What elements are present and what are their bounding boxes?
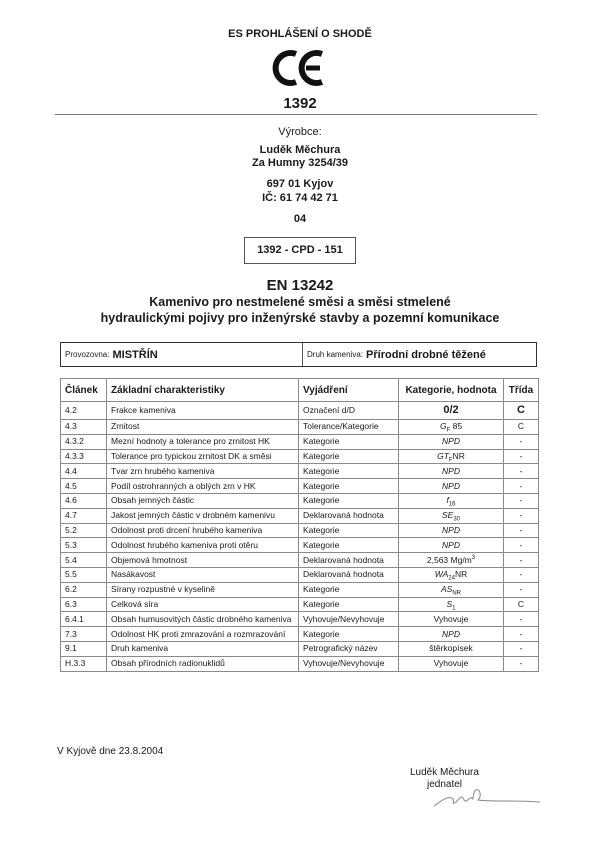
value-subscript: NR — [452, 590, 461, 597]
cell-expression: Kategorie — [299, 479, 399, 494]
cell-expression: Kategorie — [299, 627, 399, 642]
cell-expression: Kategorie — [299, 449, 399, 464]
cell-characteristic: Celková síra — [107, 597, 299, 612]
cell-class: - — [504, 582, 539, 597]
table-row — [61, 434, 539, 449]
cell-class: - — [504, 479, 539, 494]
cell-expression: Tolerance/Kategorie — [299, 420, 399, 435]
cell-class: C — [504, 597, 539, 612]
header-class: Třída — [504, 379, 539, 402]
manufacturer-name: Luděk Měchura — [259, 144, 341, 156]
cell-characteristic: Zrnitost — [107, 420, 299, 435]
table-row — [61, 553, 539, 568]
cell-clause: 4.6 — [61, 493, 107, 508]
table-row — [61, 479, 539, 494]
value-superscript: 3 — [471, 554, 476, 561]
signatory-name: Luděk Měchura — [410, 767, 479, 778]
table-row — [61, 656, 539, 671]
cell-class: - — [504, 627, 539, 642]
standard-title-line1: Kamenivo pro nestmelené směsi a směsi stmelené — [149, 295, 451, 309]
table-row — [61, 464, 539, 479]
cell-value: Vyhovuje — [399, 612, 504, 627]
header-expression: Vyjádření — [299, 379, 399, 402]
place-and-date: V Kyjově dne 23.8.2004 — [57, 746, 164, 757]
table-row — [61, 420, 539, 435]
cell-value: NPD — [399, 627, 504, 642]
cell-expression: Vyhovuje/Nevyhovuje — [299, 612, 399, 627]
cell-expression: Kategorie — [299, 523, 399, 538]
table-row — [61, 567, 539, 582]
cell-class: - — [504, 612, 539, 627]
value-rest: NR — [452, 450, 465, 461]
cell-expression: Kategorie — [299, 538, 399, 553]
cell-clause: 5.5 — [61, 567, 107, 582]
cell-value: Vyhovuje — [399, 656, 504, 671]
cell-characteristic: Jakost jemných částic v drobném kamenivu — [107, 508, 299, 523]
value-subscript: 30 — [453, 516, 461, 523]
characteristics-table — [60, 378, 539, 672]
cell-class: - — [504, 434, 539, 449]
value-subscript: 1 — [452, 605, 456, 612]
cell-class: - — [504, 641, 539, 656]
cell-clause: 5.3 — [61, 538, 107, 553]
table-row — [61, 627, 539, 642]
cell-class: - — [504, 567, 539, 582]
header-divider — [55, 114, 537, 115]
table-row — [61, 641, 539, 656]
value-subscript: 16 — [448, 502, 456, 509]
value-main: S — [446, 598, 453, 609]
cell-value — [399, 597, 504, 612]
cell-characteristic: Mezní hodnoty a tolerance pro zrnitost HK — [107, 434, 299, 449]
value-main: GT — [437, 450, 449, 461]
table-row — [61, 449, 539, 464]
cell-characteristic: Objemová hmotnost — [107, 553, 299, 568]
cell-clause: H.3.3 — [61, 656, 107, 671]
cell-clause: 4.5 — [61, 479, 107, 494]
cell-class: - — [504, 656, 539, 671]
header-value: Kategorie, hodnota — [399, 379, 504, 402]
cell-clause: 9.1 — [61, 641, 107, 656]
site-label: Provozovna: — [65, 350, 110, 359]
cell-characteristic: Tolerance pro typickou zrnitost DK a směsi — [107, 449, 299, 464]
cell-clause: 5.4 — [61, 553, 107, 568]
cell-value — [399, 493, 504, 508]
value-main: SE — [441, 510, 454, 521]
cell-value — [399, 582, 504, 597]
cell-expression: Vyhovuje/Nevyhovuje — [299, 656, 399, 671]
value-subscript: 24 — [448, 576, 455, 583]
table-header-row — [61, 379, 539, 402]
cell-characteristic: Obsah humusovitých částic drobného kameniva — [107, 612, 299, 627]
cell-characteristic: Obsah přírodních radionuklidů — [107, 656, 299, 671]
cell-expression: Deklarovaná hodnota — [299, 567, 399, 582]
table-row — [61, 597, 539, 612]
cell-clause: 4.3.3 — [61, 449, 107, 464]
value-main: WA — [434, 569, 449, 580]
value-main: G — [439, 421, 447, 432]
cell-clause: 4.3 — [61, 420, 107, 435]
cell-characteristic: Frakce kameniva — [107, 402, 299, 420]
cell-expression: Kategorie — [299, 582, 399, 597]
signatory-role: jednatel — [427, 779, 463, 790]
cell-clause: 4.3.2 — [61, 434, 107, 449]
cell-characteristic: Odolnost proti drcení hrubého kameniva — [107, 523, 299, 538]
value-main: f — [446, 495, 449, 506]
certificate-number-box: 1392 - CPD - 151 — [244, 237, 356, 264]
table-row — [61, 538, 539, 553]
cell-expression: Deklarovaná hodnota — [299, 553, 399, 568]
cell-expression: Kategorie — [299, 597, 399, 612]
value-rest: NR — [454, 569, 468, 580]
cell-class: - — [504, 538, 539, 553]
value-rest: 85 — [450, 421, 463, 432]
cell-expression: Označení d/D — [299, 402, 399, 420]
cell-value: NPD — [399, 479, 504, 494]
cell-clause: 5.2 — [61, 523, 107, 538]
value-main: AS — [440, 584, 453, 595]
cell-class: C — [504, 420, 539, 435]
cell-expression: Deklarovaná hodnota — [299, 508, 399, 523]
header-clause: Článek — [61, 379, 107, 402]
cell-expression: Kategorie — [299, 493, 399, 508]
handwritten-signature-icon — [432, 780, 542, 810]
value-main: 2,563 Mg/m — [426, 554, 472, 565]
table-row — [61, 612, 539, 627]
cell-characteristic: Obsah jemných částic — [107, 493, 299, 508]
cell-characteristic: Druh kameniva — [107, 641, 299, 656]
manufacturer-label: Výrobce: — [278, 126, 322, 138]
cell-class: - — [504, 464, 539, 479]
cell-expression: Kategorie — [299, 464, 399, 479]
cell-clause: 6.2 — [61, 582, 107, 597]
value-subscript: F — [446, 428, 451, 435]
header-characteristic: Základní charakteristiky — [107, 379, 299, 402]
cell-class: - — [504, 523, 539, 538]
manufacturer-city: 697 01 Kyjov — [266, 178, 334, 190]
cell-value: 0/2 — [399, 402, 504, 420]
document-title: ES PROHLÁŠENÍ O SHODĚ — [228, 28, 372, 40]
cell-expression: Kategorie — [299, 434, 399, 449]
notified-body-number: 1392 — [283, 95, 317, 112]
cell-value — [399, 420, 504, 435]
table-row — [61, 402, 539, 420]
cell-characteristic: Odolnost hrubého kameniva proti otěru — [107, 538, 299, 553]
cell-value: štěrkopísek — [399, 641, 504, 656]
cell-clause: 4.7 — [61, 508, 107, 523]
cell-value — [399, 567, 504, 582]
cell-value: NPD — [399, 464, 504, 479]
cell-characteristic: Nasákavost — [107, 567, 299, 582]
cell-value — [399, 553, 504, 568]
cell-value: NPD — [399, 434, 504, 449]
cell-value: NPD — [399, 538, 504, 553]
cell-clause: 4.4 — [61, 464, 107, 479]
info-box — [60, 342, 537, 367]
manufacturer-ic: IČ: 61 74 42 71 — [262, 192, 338, 204]
cell-clause: 6.3 — [61, 597, 107, 612]
table-row — [61, 523, 539, 538]
aggregate-type-value: Přírodní drobné těžené — [366, 348, 486, 361]
aggregate-type-label: Druh kameniva: — [307, 350, 364, 359]
cell-class: - — [504, 508, 539, 523]
aggregate-type-cell — [303, 343, 486, 366]
value-subscript: F — [448, 457, 453, 464]
cell-clause: 7.3 — [61, 627, 107, 642]
cell-characteristic: Tvar zrn hrubého kameniva — [107, 464, 299, 479]
cell-value — [399, 508, 504, 523]
cell-value — [399, 449, 504, 464]
cell-class: - — [504, 493, 539, 508]
cell-class: - — [504, 449, 539, 464]
table-row — [61, 508, 539, 523]
manufacturer-street: Za Humny 3254/39 — [252, 157, 348, 169]
cell-class: - — [504, 553, 539, 568]
table-row — [61, 493, 539, 508]
cell-value: NPD — [399, 523, 504, 538]
cell-characteristic: Odolnost HK proti zmrazování a rozmrazování — [107, 627, 299, 642]
standard-number: EN 13242 — [266, 277, 334, 294]
cell-clause: 6.4.1 — [61, 612, 107, 627]
cell-clause: 4.2 — [61, 402, 107, 420]
table-row — [61, 582, 539, 597]
manufacturer-year: 04 — [293, 213, 307, 225]
ce-mark-icon — [272, 48, 328, 88]
cell-class: C — [504, 402, 539, 420]
cell-expression: Petrografický název — [299, 641, 399, 656]
cell-characteristic: Sírany rozpustné v kyselině — [107, 582, 299, 597]
site-cell — [61, 343, 303, 366]
cell-characteristic: Podíl ostrohranných a oblých zrn v HK — [107, 479, 299, 494]
standard-title-line2: hydraulickými pojivy pro inženýrské stavby a pozemní komunikace — [100, 311, 500, 325]
site-value: MISTŘÍN — [112, 348, 158, 361]
